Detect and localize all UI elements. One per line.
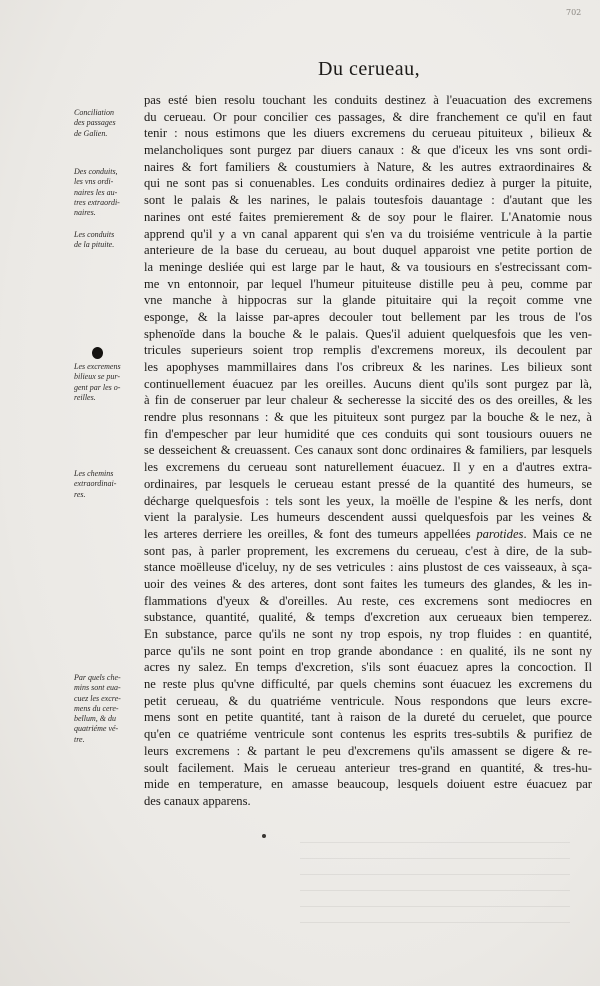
margin-note-conduits: Des conduits, les vns ordi- naires les au- tres extraordi- naires. (74, 167, 120, 218)
text-line: me vn entonnoir, par lequel l'humeur pituiteuse distille peu à peu, comme par (144, 276, 592, 291)
text-line: qu'en ce quatriéme ventricule sont contenus les esprits tres-subtils & purifiez de (144, 727, 592, 742)
text-line: du cerueau. Or pour concilier ces passages, & dire franchement ce qu'il en faut (144, 109, 592, 124)
text-line: soult facilement. Mais le cerueau anterieur tres-grand en quantité, & tres-hu- (144, 760, 592, 775)
margin-note-cerebellum: Par quels che- mins sont eua- cuez les excre- mens du cere- bellum, & du quatriéme vé- tre. (74, 673, 121, 744)
text-line: pas esté bien resolu touchant les conduits destinez à l'euacuation des excremens (144, 93, 592, 107)
text-line: tricules superieurs soient trop remplis d'excremens moreux, ils decoulent par (144, 343, 592, 358)
margin-note-chemins: Les chemins extraordinai- res. (74, 469, 117, 499)
text-line: flammations d'yeux & d'oreilles. Au reste, ces excremens sont mediocres en (144, 593, 592, 608)
text-line: qui ne sont pas si conuenables. Les conduits ordinaires dediez à purger la pituite, (144, 176, 592, 191)
page-number: 702 (566, 8, 582, 17)
ink-blot (92, 347, 103, 359)
margin-note-bilieux: Les excremens bilieux se pur- gent par les o- reilles. (74, 362, 121, 402)
text-line: se desseichent & creuassent. Ces canaux sont donc ordinaires & familiers, par lesquels (144, 443, 592, 458)
text-line: petit cerueau, & du quatriéme ventricule. Nous respondons que leurs excre- (144, 693, 592, 708)
margin-note-pituite: Les conduits de la pituite. (74, 230, 115, 250)
text-line: ordinaires, par lesquels le cerueau estant pressé de la quantité des humeurs, se (144, 476, 592, 491)
text-line: substance, quantité, qualité, & temps d'excretion aux cerueaux bien temperez. (144, 610, 592, 625)
text-line: ne reste plus qu'vne difficulté, par quels chemins sont éuacuez les excremens du (144, 677, 592, 692)
text-line: à fin de conseruer par leur chaleur & secheresse la siccité des os des oreilles, & les (144, 393, 592, 408)
text-line: uoir des veines & des arteres, dont sont faites les tumeurs des glandes, & les in- (144, 576, 592, 591)
margin-note-conciliation: Conciliation des passages de Galien. (74, 108, 116, 138)
text-line: stance moëlleuse d'iceluy, ny de ses vetricules : ains plustost de ces vaisseaux, à sça- (144, 560, 592, 575)
text-line: anterieure de la base du cerueau, au bout duquel apparoist vne petite portion de (144, 243, 592, 258)
text-line: les apophyses mammillaires dans l'os cribreux & les narines. Les bilieux sont (144, 360, 592, 374)
text-line: naires & fort familiers & coustumiers à Nature, & les autres extraordinaires & (144, 159, 592, 174)
text-line: sphenoïde dans la bouche & le palais. Ques'il aduient quelquesfois que les ven- (144, 326, 592, 341)
ink-speck (262, 834, 266, 838)
text-line: mens sont en petite quantité, tant à raison de la dureté du ceruelet, que pource (144, 710, 592, 725)
text-line: des canaux apparens. (144, 793, 251, 808)
body-text (144, 92, 592, 810)
text-line: rendre plus resonnans : & que les pituiteux sont purgez par la bouche & le nez, à (144, 410, 592, 425)
text-line: la meninge desliée qui est large par le haut, & va tousiours en s'estrecissant com- (144, 259, 592, 274)
text-line: leurs excremens : & partant le peu d'excremens qu'ils amassent se digere & re- (144, 743, 592, 758)
text-line: sont pas, à parler proprement, les excremens du cerueau, c'est à dire, de la sub- (144, 543, 592, 558)
text-line: fin d'empescher par leur humidité que ces conduits qui sont tousiours ouuers ne (144, 426, 592, 441)
text-line: narines ont esté faites premierement & de soy pour le flairer. L'Anatomie nous (144, 209, 592, 224)
text-line: parce qu'ils ne sont point en trop grande abondance : en qualité, ils ne sont ny (144, 643, 592, 658)
text-line: les excremens du cerueau sont naturellement éuacuez. Il y en a d'autres extra- (144, 460, 592, 475)
running-head: Du cerueau, (318, 58, 421, 80)
italic-term: parotides (476, 526, 524, 541)
text-line: mide en temperature, en amasse beaucoup, lesquels doiuent estre éuacuez par (144, 777, 592, 792)
text-line: décharge quelquesfois : tels sont les yeux, la moëlle de l'espine & les nerfs, dont (144, 493, 592, 508)
text-line: apprend qu'il y a vn canal apparent qui s'en va du troisiéme ventricule à la partie (144, 226, 592, 241)
text-line: continuellement éuacuez par les oreilles. Aucuns dient qu'ils sont purgez par là, (144, 376, 592, 391)
text-line: les arteres derriere les oreilles, & font des tumeurs appellées parotides. Mais ce ne (144, 526, 592, 541)
text-line: sont le palais & les narines, le palais toutesfois dauantage : d'autant que les (144, 193, 592, 208)
text-line: vne manche à hippocras sur la glande pituitaire qui la reçoit comme vne (144, 293, 592, 308)
text-line: esponge, & la laisse par-apres decouler tout bellement par les trous de l'os (144, 309, 592, 324)
text-line: En substance, parce qu'ils ne sont ny trop espois, ny trop fluides : en quantité, (144, 627, 592, 641)
text-line: acres ny salez. En temps d'excretion, s'ils sont éuacuez apres la concoction. Il (144, 660, 592, 675)
text-line: tenir : nous estimons que les diuers excremens du cerueau pituiteux , bilieux & (144, 126, 592, 141)
show-through (300, 842, 570, 932)
text-line: melancholiques sont purgez par diuers canaux : & que d'iceux les vns sont ordi- (144, 143, 592, 158)
text-line: vient la paralysie. Les humeurs descendent aussi quelquesfois par les veines & (144, 510, 592, 525)
